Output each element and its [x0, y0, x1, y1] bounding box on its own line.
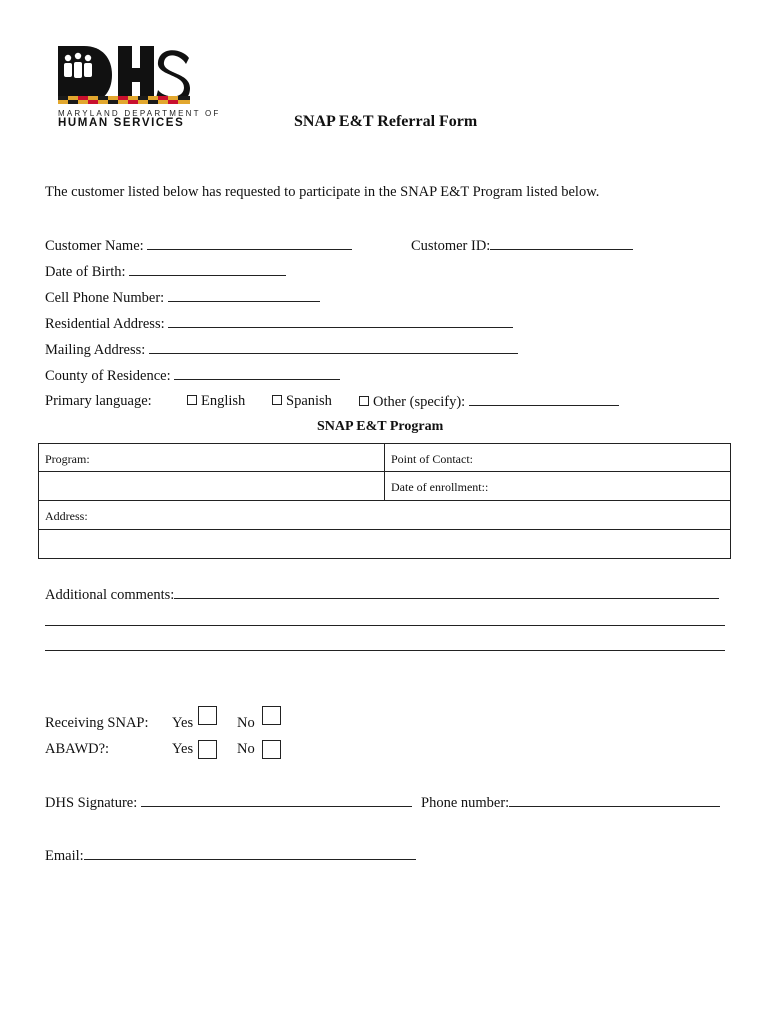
lang-english-option[interactable] [187, 392, 245, 410]
email-row [45, 846, 416, 865]
email-field[interactable] [84, 846, 416, 860]
abawd-label: ABAWD?: [45, 741, 110, 757]
phone-number-label: Phone number: [421, 795, 510, 811]
mailing-address-row [45, 340, 518, 359]
dhs-signature-row [45, 793, 412, 812]
logo-subtitle-small: MARYLAND DEPARTMENT OF [58, 109, 221, 118]
residential-address-row [45, 314, 513, 333]
residential-address-label: Residential Address: [45, 316, 165, 332]
additional-comments-field-3[interactable] [45, 650, 725, 651]
program-table [38, 443, 731, 559]
cell-phone-field[interactable] [168, 288, 320, 302]
receiving-snap-yes-checkbox[interactable] [198, 706, 217, 725]
phone-number-field[interactable] [509, 793, 720, 807]
customer-name-row [45, 236, 352, 255]
lang-spanish-option[interactable] [272, 392, 332, 410]
address-value-cell[interactable] [39, 530, 730, 558]
additional-comments-row [45, 585, 719, 604]
additional-comments-label: Additional comments: [45, 587, 175, 603]
logo-subtitle: HUMAN SERVICES [58, 117, 185, 129]
date-of-enrollment-cell[interactable] [385, 472, 730, 501]
address-label: Address: [45, 509, 88, 523]
dob-field[interactable] [129, 262, 286, 276]
county-label: County of Residence: [45, 368, 171, 384]
mailing-address-label: Mailing Address: [45, 342, 146, 358]
program-value-cell[interactable] [39, 472, 385, 501]
county-row [45, 366, 340, 385]
abawd-yes-checkbox[interactable] [198, 740, 217, 759]
lang-other-option[interactable] [359, 392, 619, 411]
abawd-yes-label: Yes [172, 741, 194, 757]
cell-phone-row [45, 288, 320, 307]
customer-name-field[interactable] [147, 236, 352, 250]
lang-spanish-label: Spanish [286, 393, 332, 409]
phone-number-row [421, 793, 720, 812]
additional-comments-field-1[interactable] [174, 585, 719, 599]
dob-label: Date of Birth: [45, 264, 126, 280]
email-label: Email: [45, 848, 84, 864]
mailing-address-field[interactable] [149, 340, 518, 354]
receiving-snap-yes-label: Yes [172, 715, 194, 731]
receiving-snap-label: Receiving SNAP: [45, 715, 149, 731]
dhs-signature-label: DHS Signature: [45, 795, 138, 811]
customer-id-label: Customer ID: [411, 238, 491, 254]
dhs-signature-field[interactable] [141, 793, 412, 807]
county-field[interactable] [174, 366, 340, 380]
abawd-no-checkbox[interactable] [262, 740, 281, 759]
abawd-no-label: No [237, 741, 255, 757]
receiving-snap-no-checkbox[interactable] [262, 706, 281, 725]
lang-other-field[interactable] [469, 392, 619, 406]
dhs-logo-mark [58, 44, 190, 108]
english-checkbox-icon[interactable] [187, 395, 197, 405]
program-label: Program: [45, 452, 90, 466]
lang-other-label: Other (specify): [373, 394, 466, 410]
additional-comments-field-2[interactable] [45, 625, 725, 626]
customer-id-row [411, 236, 633, 255]
lang-english-label: English [201, 393, 246, 409]
program-section-heading: SNAP E&T Program [317, 419, 444, 434]
intro-text: The customer listed below has requested to participate in the SNAP E&T Program listed below. [45, 184, 600, 200]
receiving-snap-no-label: No [237, 715, 255, 731]
form-title: SNAP E&T Referral Form [294, 113, 478, 130]
program-cell[interactable] [39, 444, 385, 472]
address-cell[interactable] [39, 501, 730, 530]
other-checkbox-icon[interactable] [359, 396, 369, 406]
customer-id-field[interactable] [490, 236, 633, 250]
residential-address-field[interactable] [168, 314, 513, 328]
dob-row [45, 262, 286, 281]
point-of-contact-cell[interactable] [385, 444, 730, 472]
primary-language-label: Primary language: [45, 393, 152, 409]
maryland-flag-band [58, 96, 190, 104]
spanish-checkbox-icon[interactable] [272, 395, 282, 405]
point-of-contact-label: Point of Contact: [391, 452, 473, 466]
customer-name-label: Customer Name: [45, 238, 144, 254]
cell-phone-label: Cell Phone Number: [45, 290, 165, 306]
date-of-enrollment-label: Date of enrollment:: [391, 480, 489, 494]
